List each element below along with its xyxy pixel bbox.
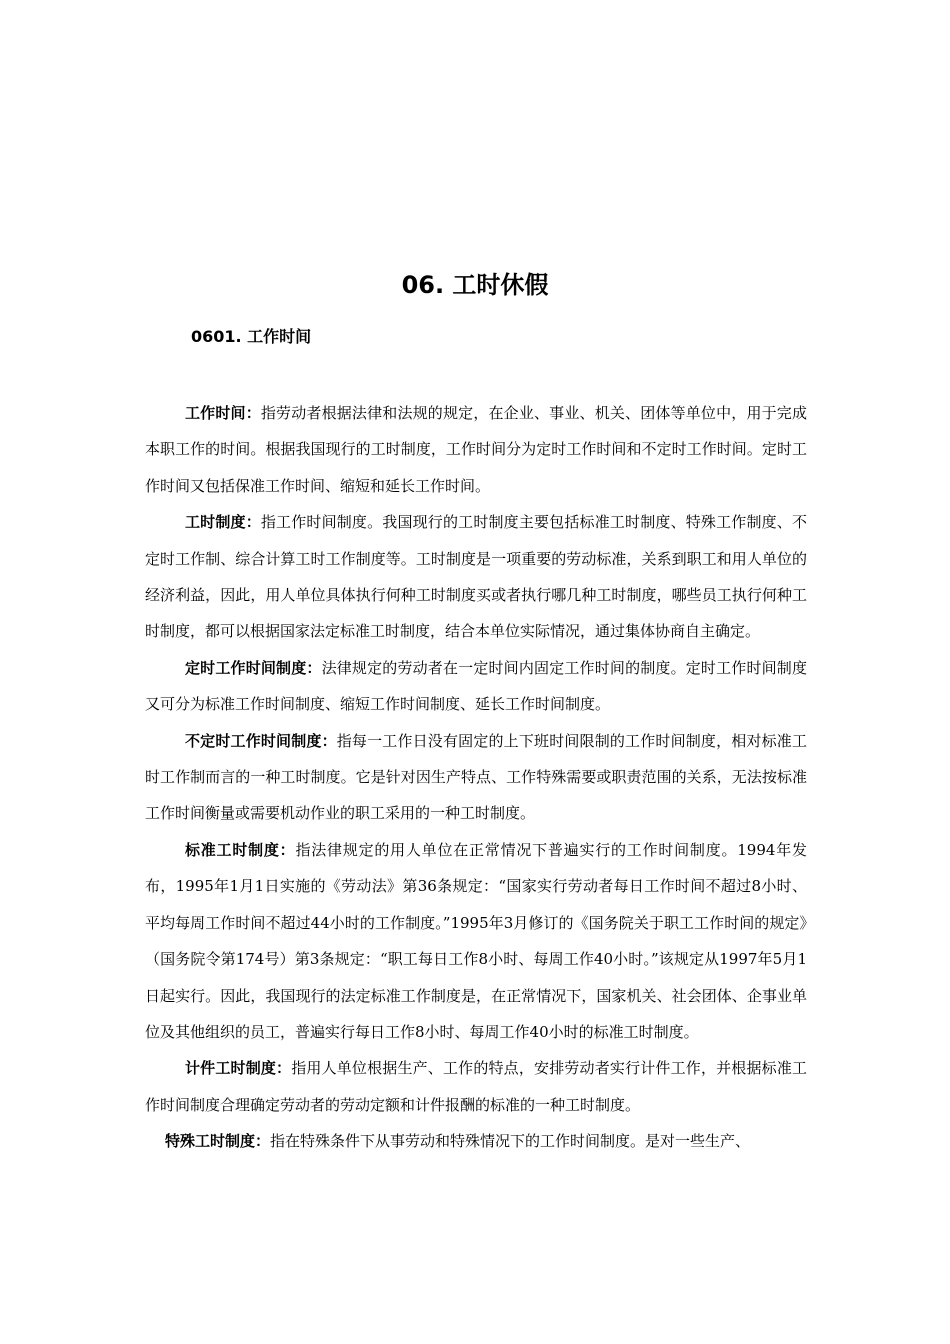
chapter-title: 06. 工时休假: [401, 271, 549, 299]
term-label: 特殊工时制度：: [165, 1132, 271, 1151]
paragraph-work-hour-system: [145, 504, 807, 650]
term-label: 不定时工作时间制度：: [185, 731, 337, 750]
paragraph-text: 法律规定的劳动者在一定时间内固定工作时间的制度。定时工作时间制度又可分为标准工作时间制度、缩短工作时间制度、延长工作时间制度。: [145, 658, 807, 714]
paragraph-text: 指用人单位根据生产、工作的特点，安排劳动者实行计件工作，并根据标准工作时间制度合理确定劳动者的劳动定额和计件报酬的标准的一种工时制度。: [145, 1059, 807, 1114]
paragraph-flexible-time-system: [145, 723, 807, 832]
term-label: 工作时间：: [185, 404, 261, 422]
paragraph-fixed-time-system: [145, 650, 807, 723]
term-label: 计件工时制度：: [185, 1059, 292, 1078]
term-label: 工时制度：: [185, 513, 261, 532]
paragraph-special-hours: [145, 1123, 807, 1159]
paragraph-text: 指劳动者根据法律和法规的规定，在企业、事业、机关、团体等单位中，用于完成本职工作的时间。根据我国现行的工时制度，工作时间分为定时工作时间和不定时工作时间。定时工作时间又包括保准工作时间、缩短和延长工作时间。: [145, 404, 807, 495]
paragraph-standard-hours: [145, 832, 807, 1050]
paragraph-work-time: [145, 395, 807, 504]
document-body: [145, 395, 807, 1160]
paragraph-text: 指法律规定的用人单位在正常情况下普遍实行的工作时间制度。1994年发布，1995年1月1日实施的《劳动法》第36条规定：“国家实行劳动者每日工作时间不超过8小时、平均每周工作时间不超过44小时的工作制度。”1995年3月修订的《国务院关于职工工作时间的规定》（国务院令第174号）第3条规定：“职工每日工作8小时、每周工作40小时。”该规定从1997年5月1日起实行。因此，我国现行的法定标准工作制度是，在正常情况下，国家机关、社会团体、企事业单位及其他组织的员工，普遍实行每日工作8小时、每周工作40小时的标准工时制度。: [145, 840, 807, 1041]
section-heading: 0601. 工作时间: [191, 327, 312, 346]
paragraph-piecework: [145, 1050, 807, 1123]
paragraph-text: 指在特殊条件下从事劳动和特殊情况下的工作时间制度。是对一些生产、: [270, 1132, 751, 1151]
paragraph-text: 指每一工作日没有固定的上下班时间限制的工作时间制度，相对标准工时工作制而言的一种工时制度。它是针对因生产特点、工作特殊需要或职责范围的关系，无法按标准工作时间衡量或需要机动作业的职工采用的一种工时制度。: [145, 731, 807, 823]
term-label: 定时工作时间制度：: [185, 658, 322, 677]
paragraph-text: 指工作时间制度。我国现行的工时制度主要包括标准工时制度、特殊工作制度、不定时工作制、综合计算工时工作制度等。工时制度是一项重要的劳动标准，关系到职工和用人单位的经济利益，因此，用人单位具体执行何种工时制度买或者执行哪几种工时制度，哪些员工执行何种工时制度，都可以根据国家法定标准工时制度，结合本单位实际情况，通过集体协商自主确定。: [145, 513, 807, 641]
term-label: 标准工时制度：: [185, 840, 296, 859]
